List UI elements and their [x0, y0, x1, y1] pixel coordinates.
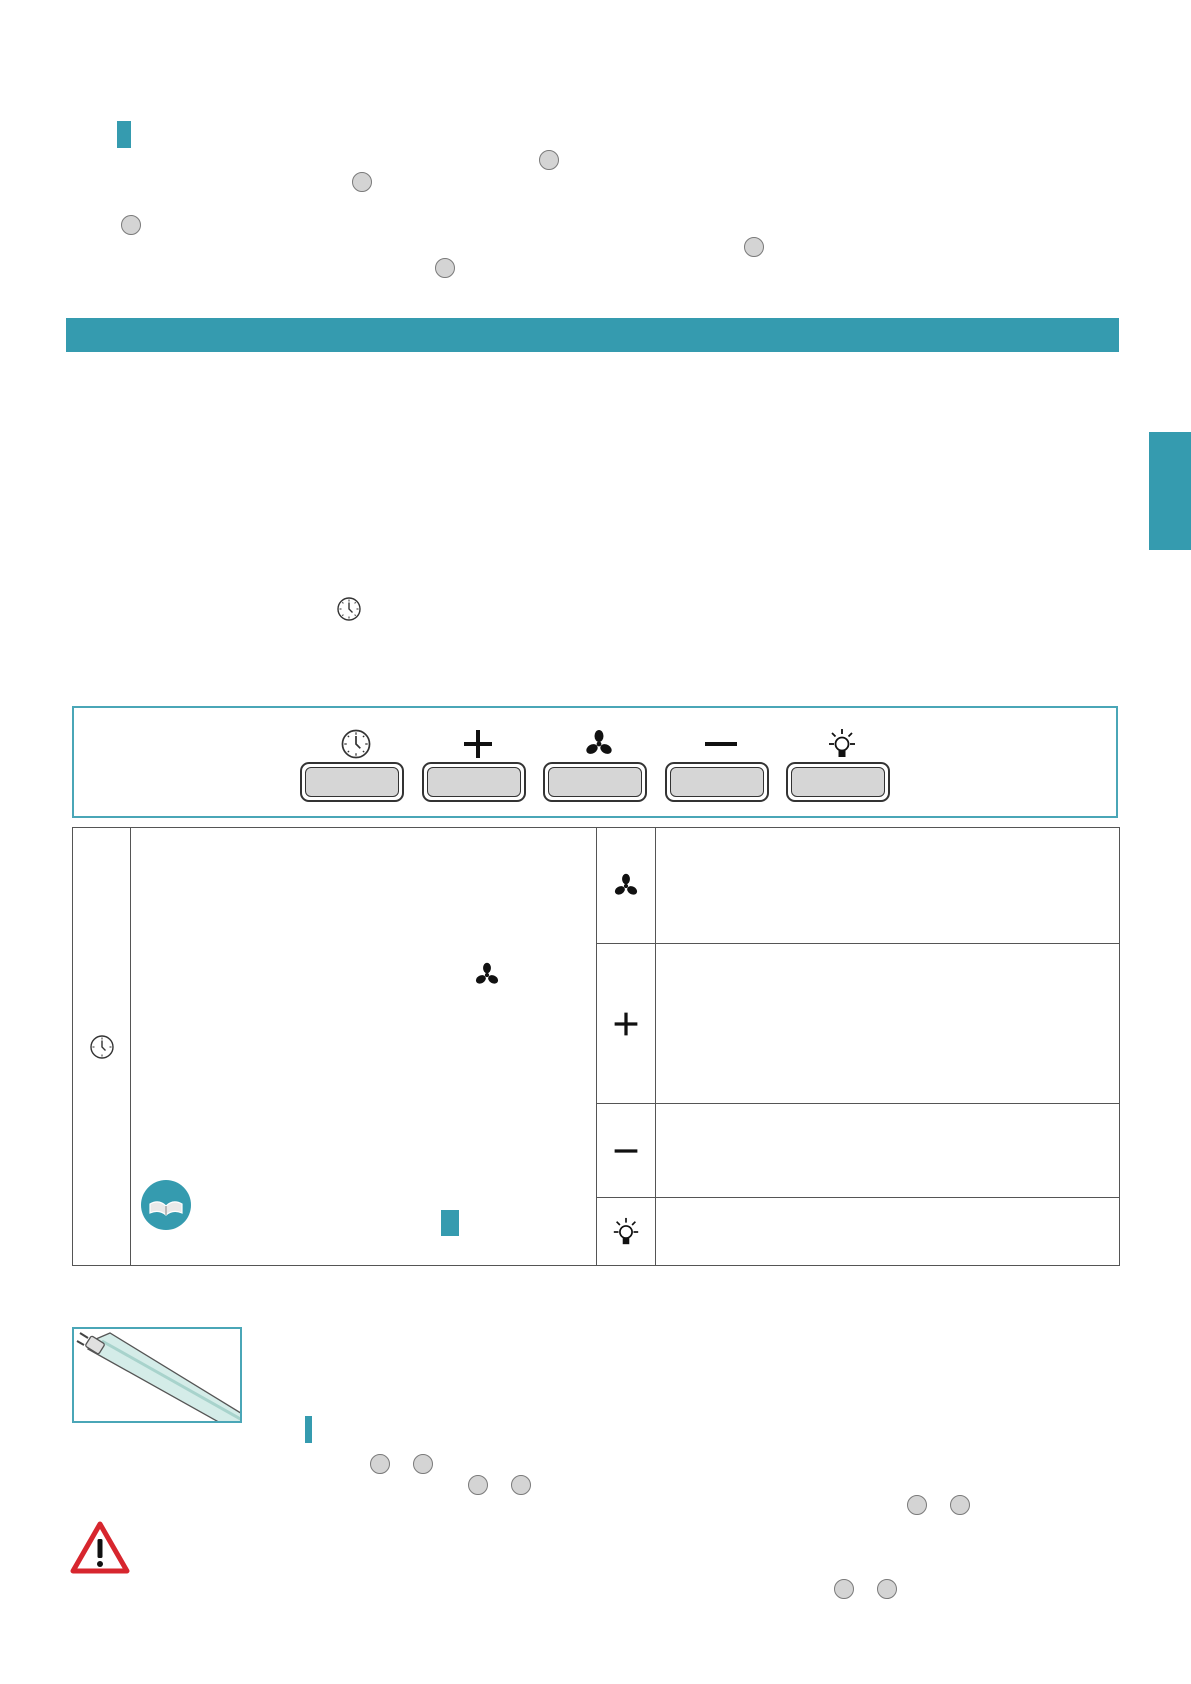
- warning-triangle-icon: [70, 1521, 130, 1575]
- callout-circle: [468, 1475, 488, 1495]
- bulb-icon: [822, 728, 862, 760]
- bulb-icon: [611, 1217, 641, 1247]
- section-marker: [441, 1210, 459, 1236]
- callout-circle: [370, 1454, 390, 1474]
- function-table: [72, 827, 1120, 1266]
- callout-circle: [877, 1579, 897, 1599]
- fan-icon: [473, 961, 501, 989]
- callout-circle: [834, 1579, 854, 1599]
- clock-icon: [336, 596, 362, 622]
- callout-circle: [435, 258, 455, 278]
- fluorescent-tube-icon: [74, 1329, 242, 1423]
- fan-icon: [579, 728, 619, 760]
- button-face[interactable]: [670, 767, 764, 797]
- timer-button[interactable]: [300, 762, 404, 802]
- light-button[interactable]: [786, 762, 890, 802]
- side-tab: [1149, 432, 1191, 550]
- minus-button[interactable]: [665, 762, 769, 802]
- callout-circle: [121, 215, 141, 235]
- timer-icon-cell: [73, 828, 131, 1266]
- section-header-bar: [66, 318, 1119, 352]
- callout-circle: [539, 150, 559, 170]
- section-marker: [117, 121, 131, 148]
- callout-circle: [352, 172, 372, 192]
- light-description-cell: [656, 1198, 1120, 1266]
- section-marker: [305, 1416, 312, 1443]
- plus-button[interactable]: [422, 762, 526, 802]
- button-face[interactable]: [305, 767, 399, 797]
- plus-icon-cell: [597, 944, 656, 1104]
- fan-icon: [612, 872, 640, 900]
- fan-description-cell: [656, 828, 1120, 944]
- callout-circle: [511, 1475, 531, 1495]
- control-panel: [72, 706, 1118, 818]
- callout-circle: [413, 1454, 433, 1474]
- clock-icon: [336, 728, 376, 760]
- fan-icon-cell: [597, 828, 656, 944]
- button-face[interactable]: [791, 767, 885, 797]
- plus-icon: [458, 728, 498, 760]
- button-face[interactable]: [548, 767, 642, 797]
- timer-description-cell: [131, 828, 597, 1266]
- clock-icon: [89, 1034, 115, 1060]
- minus-description-cell: [656, 1104, 1120, 1198]
- book-info-icon: [141, 1180, 191, 1230]
- minus-icon: [613, 1138, 639, 1164]
- callout-circle: [907, 1495, 927, 1515]
- plus-description-cell: [656, 944, 1120, 1104]
- lamp-image-box: [72, 1327, 242, 1423]
- minus-icon-cell: [597, 1104, 656, 1198]
- minus-icon: [701, 728, 741, 760]
- callout-circle: [950, 1495, 970, 1515]
- fan-button[interactable]: [543, 762, 647, 802]
- callout-circle: [744, 237, 764, 257]
- light-icon-cell: [597, 1198, 656, 1266]
- button-face[interactable]: [427, 767, 521, 797]
- plus-icon: [613, 1011, 639, 1037]
